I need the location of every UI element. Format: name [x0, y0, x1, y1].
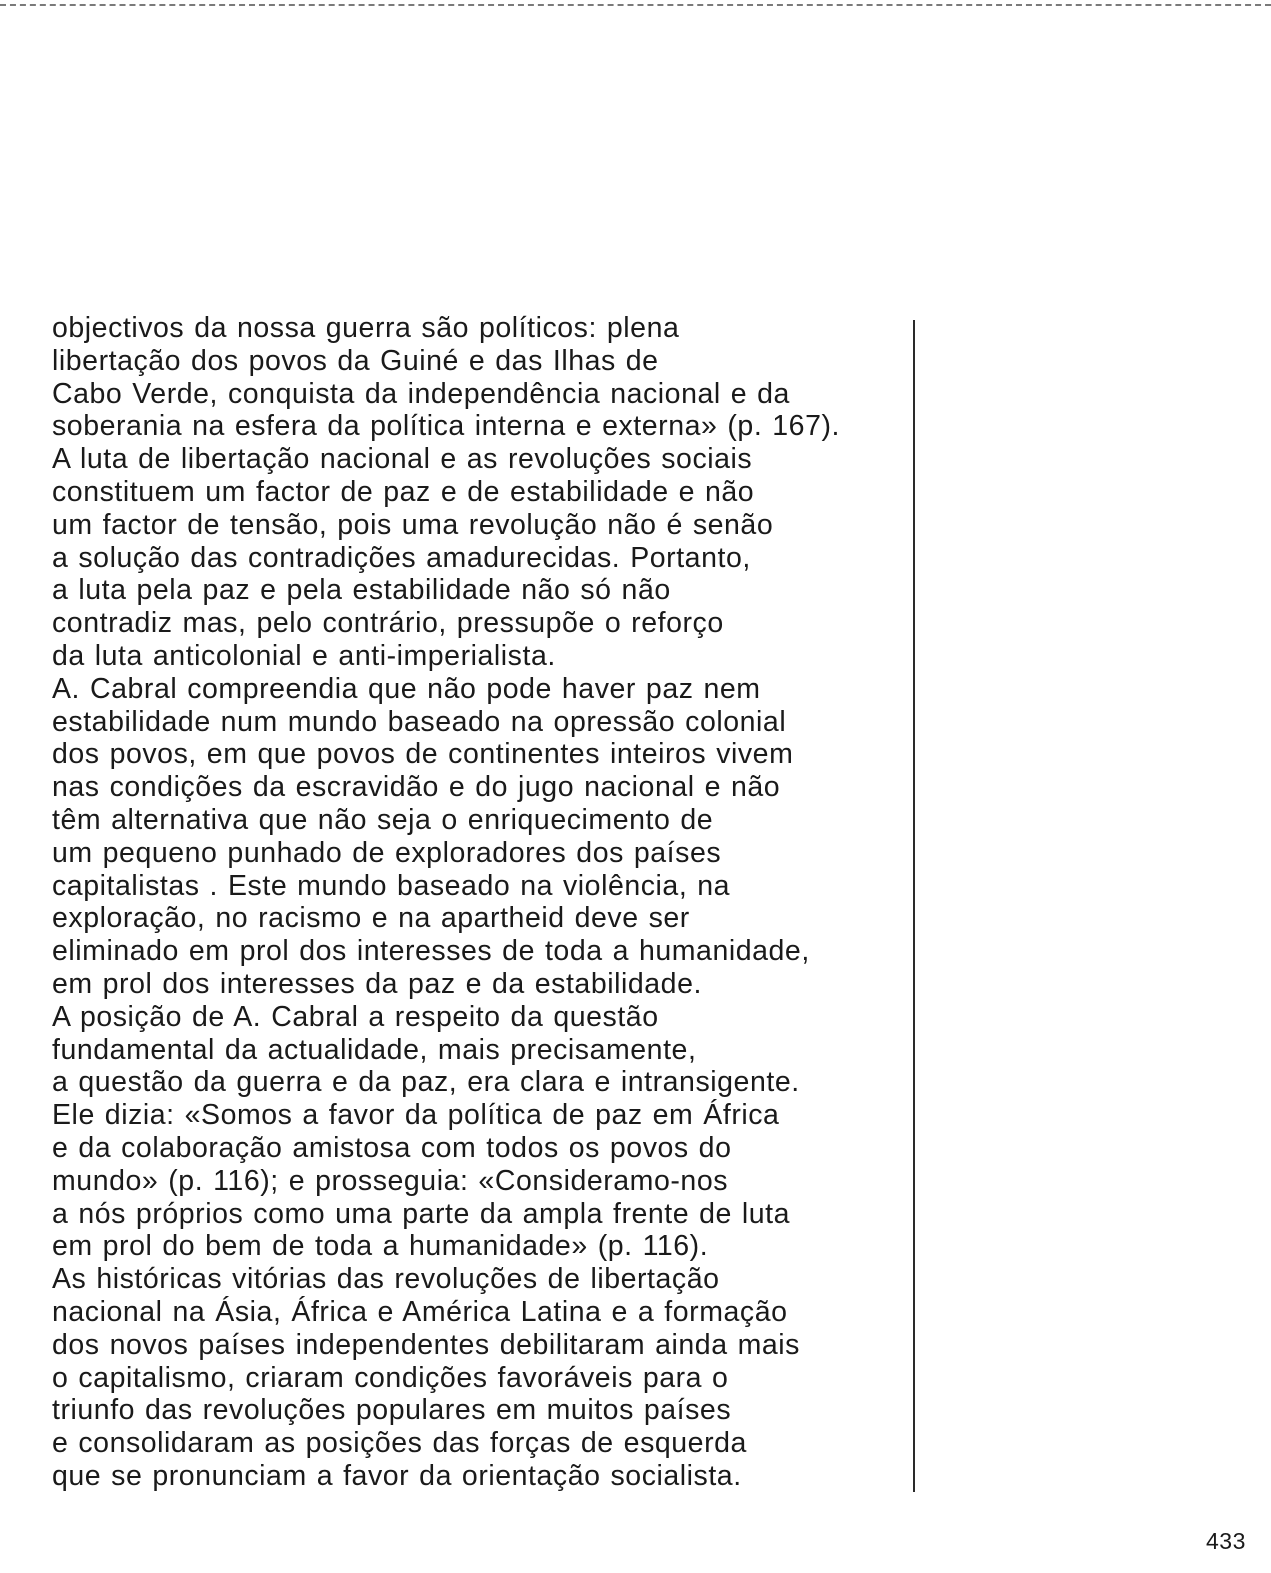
text-line: em prol dos interesses da paz e da estabilidade.	[52, 967, 702, 1000]
text-line: nacional na Ásia, África e América Latina e a formação	[52, 1295, 788, 1328]
margin-rule	[913, 320, 915, 1492]
text-line: dos povos, em que povos de continentes inteiros vivem	[52, 738, 794, 771]
text-line: Ele dizia: «Somos a favor da política de paz em África	[52, 1099, 780, 1132]
text-line: dos novos países independentes debilitaram ainda mais	[52, 1328, 800, 1361]
text-line: A luta de libertação nacional e as revoluções sociais	[52, 443, 753, 476]
text-line: da luta anticolonial e anti-imperialista.	[52, 639, 556, 672]
text-line: A posição de A. Cabral a respeito da questão	[52, 1000, 659, 1033]
text-line: nas condições da escravidão e do jugo nacional e não	[52, 771, 781, 804]
text-line: exploração, no racismo e na apartheid deve ser	[52, 902, 690, 935]
text-line: que se pronunciam a favor da orientação socialista.	[52, 1459, 742, 1492]
text-line: a questão da guerra e da paz, era clara e intransigente.	[52, 1066, 800, 1099]
text-line: a luta pela paz e pela estabilidade não só não	[52, 574, 671, 607]
text-line: estabilidade num mundo baseado na opressão colonial	[52, 705, 787, 738]
text-line: fundamental da actualidade, mais precisamente,	[52, 1033, 697, 1066]
body-text	[52, 312, 902, 1493]
text-line: Cabo Verde, conquista da independência nacional e da	[52, 377, 790, 410]
text-line: capitalistas . Este mundo baseado na violência, na	[52, 869, 731, 902]
text-line: mundo» (p. 116); e prosseguia: «Consideramo-nos	[52, 1164, 729, 1197]
text-line: a nós próprios como uma parte da ampla frente de luta	[52, 1197, 791, 1230]
text-line: eliminado em prol dos interesses de toda a humanidade,	[52, 935, 810, 968]
text-line: libertação dos povos da Guiné e das Ilhas de	[52, 344, 659, 377]
text-line: objectivos da nossa guerra são políticos: plena	[52, 312, 680, 344]
text-line: e consolidaram as posições das forças de esquerda	[52, 1427, 747, 1460]
text-line: têm alternativa que não seja o enriquecimento de	[52, 803, 714, 836]
text-line: As históricas vitórias das revoluções de libertação	[52, 1263, 720, 1296]
text-line: um factor de tensão, pois uma revolução não é senão	[52, 508, 774, 541]
top-edge-rule	[0, 4, 1271, 6]
text-line: contradiz mas, pelo contrário, pressupõe o reforço	[52, 607, 724, 640]
text-line: um pequeno punhado de exploradores dos países	[52, 836, 722, 869]
text-line: constituem um factor de paz e de estabilidade e não	[52, 475, 755, 508]
text-line: e da colaboração amistosa com todos os povos do	[52, 1131, 732, 1164]
text-line: a solução das contradições amadurecidas. Portanto,	[52, 541, 751, 574]
page-number: 433	[1206, 1528, 1246, 1554]
text-line: em prol do bem de toda a humanidade» (p. 116).	[52, 1230, 709, 1263]
text-line: o capitalismo, criaram condições favoráveis para o	[52, 1361, 729, 1394]
text-line: triunfo das revoluções populares em muitos países	[52, 1394, 732, 1427]
text-line: A. Cabral compreendia que não pode haver paz nem	[52, 672, 761, 705]
text-line: soberania na esfera da política interna e externa» (p. 167).	[52, 410, 840, 443]
